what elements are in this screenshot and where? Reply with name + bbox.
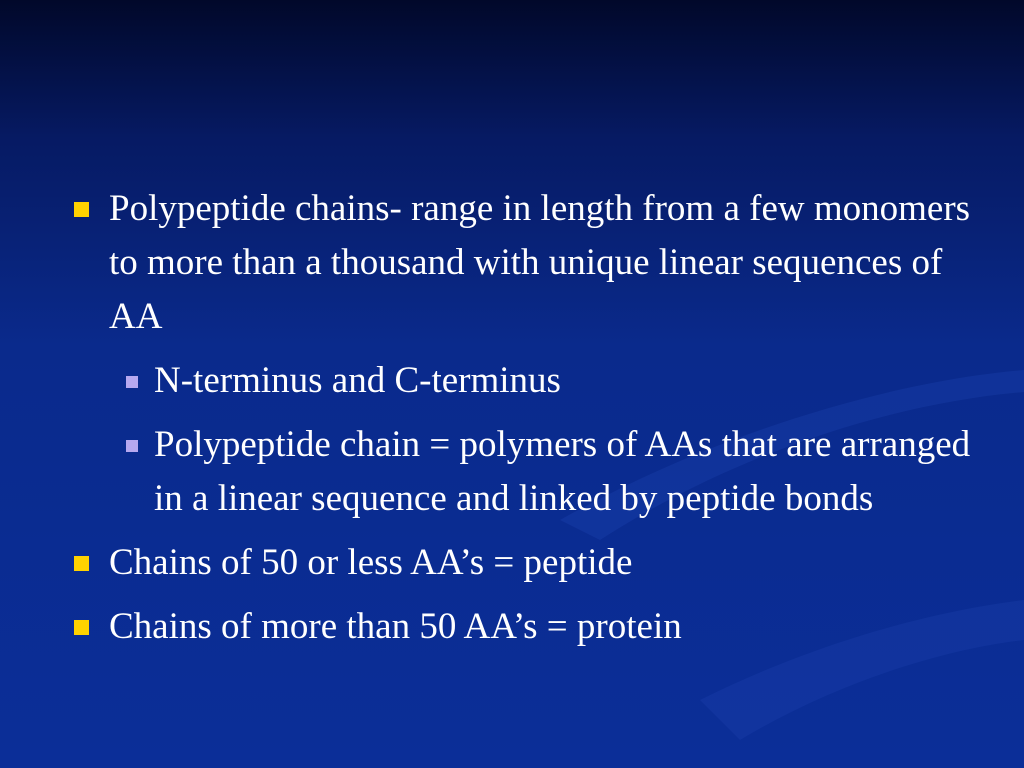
- bullet-item: [70, 182, 990, 344]
- square-bullet-icon: [126, 376, 138, 388]
- sub-bullet-item: [70, 354, 990, 408]
- square-bullet-icon: [74, 202, 89, 217]
- sub-bullet-item: [70, 418, 990, 526]
- bullet-text: Chains of 50 or less AA’s = peptide: [109, 542, 633, 583]
- slide-body: [70, 182, 990, 664]
- square-bullet-icon: [126, 440, 138, 452]
- bullet-text: Chains of more than 50 AA’s = protein: [109, 606, 682, 647]
- square-bullet-icon: [74, 620, 89, 635]
- bullet-item: [70, 536, 990, 590]
- bullet-text: Polypeptide chains- range in length from a few monomers to more than a thousand with unique linear sequences of AA: [109, 188, 971, 337]
- bullet-item: [70, 600, 990, 654]
- square-bullet-icon: [74, 556, 89, 571]
- sub-bullet-text: N-terminus and C-terminus: [154, 360, 561, 401]
- sub-bullet-text: Polypeptide chain = polymers of AAs that are arranged in a linear sequence and linked by peptide bonds: [154, 424, 971, 519]
